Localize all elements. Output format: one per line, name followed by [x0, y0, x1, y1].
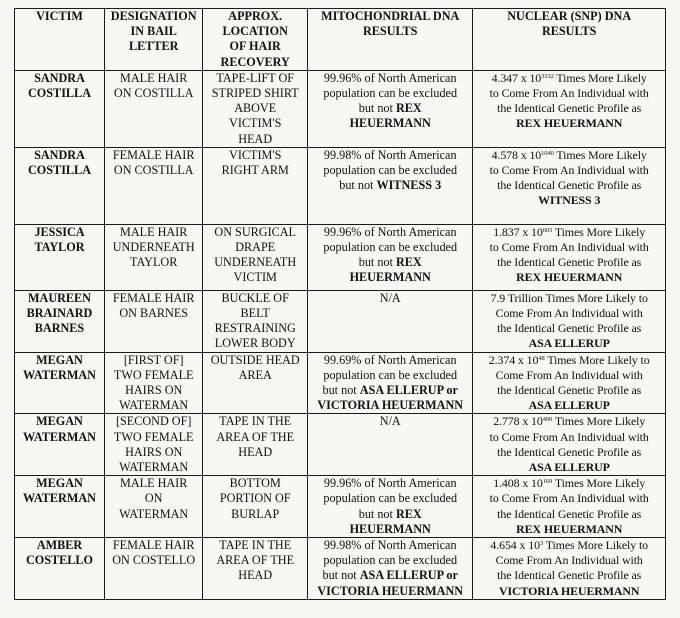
- mito-result-cell: N/A: [308, 414, 473, 476]
- table-row: [15, 538, 666, 600]
- table-row: [15, 70, 666, 147]
- nuclear-result-cell: 1.408 x $10^{169}$ Times More Likely to Come From An Individual with the Identical Genetic Profile as REX HEUERMANN: [473, 476, 666, 538]
- table-row: [15, 476, 666, 538]
- header-victim: VICTIM: [15, 9, 105, 71]
- designation-cell: MALE HAIR ON WATERMAN: [105, 476, 203, 538]
- designation-cell: FEMALE HAIR ON COSTILLA: [105, 147, 203, 224]
- table-row: [15, 147, 666, 224]
- victim-cell: MAUREEN BRAINARD BARNES: [15, 290, 105, 352]
- location-cell: ON SURGICAL DRAPE UNDERNEATH VICTIM: [203, 224, 308, 290]
- location-cell: TAPE IN THE AREA OF THE HEAD: [203, 538, 308, 600]
- table-row: [15, 290, 666, 352]
- mito-result-cell: 99.96% of North American population can be excluded but not REX HEUERMANN: [308, 476, 473, 538]
- mito-result-cell: 99.96% of North American population can be excluded but not REX HEUERMANN: [308, 70, 473, 147]
- nuclear-result-cell: 2.374 x $10^{48}$ Times More Likely to Come From An Individual with the Identical Genetic Profile as ASA ELLERUP: [473, 352, 666, 414]
- location-cell: VICTIM'S RIGHT ARM: [203, 147, 308, 224]
- victim-cell: SANDRA COSTILLA: [15, 70, 105, 147]
- nuclear-result-cell: 2.778 x $10^{490}$ Times More Likely to Come From An Individual with the Identical Genetic Profile as ASA ELLERUP: [473, 414, 666, 476]
- nuclear-result-cell: 4.347 x $10^{3332}$ Times More Likely to Come From An Individual with the Identical Genetic Profile as REX HEUERMANN: [473, 70, 666, 147]
- designation-cell: FEMALE HAIR ON COSTELLO: [105, 538, 203, 600]
- header-mitochondrial: MITOCHONDRIAL DNA RESULTS: [308, 9, 473, 71]
- mito-result-cell: 99.98% of North American population can be excluded but not WITNESS 3: [308, 147, 473, 224]
- dna-evidence-table: [14, 8, 666, 600]
- designation-cell: [SECOND OF] TWO FEMALE HAIRS ON WATERMAN: [105, 414, 203, 476]
- victim-cell: MEGAN WATERMAN: [15, 352, 105, 414]
- nuclear-result-cell: 7.9 Trillion Times More Likely to Come From An Individual with the Identical Genetic Profile as ASA ELLERUP: [473, 290, 666, 352]
- nuclear-result-cell: 4.578 x $10^{1040}$ Times More Likely to Come From An Individual with the Identical Genetic Profile as WITNESS 3: [473, 147, 666, 224]
- designation-cell: [FIRST OF] TWO FEMALE HAIRS ON WATERMAN: [105, 352, 203, 414]
- location-cell: TAPE IN THE AREA OF THE HEAD: [203, 414, 308, 476]
- victim-cell: SANDRA COSTILLA: [15, 147, 105, 224]
- table-row: [15, 352, 666, 414]
- mito-result-cell: 99.98% of North American population can be excluded but not ASA ELLERUP or VICTORIA HEUERMANN: [308, 538, 473, 600]
- designation-cell: MALE HAIR UNDERNEATH TAYLOR: [105, 224, 203, 290]
- location-cell: OUTSIDE HEAD AREA: [203, 352, 308, 414]
- table-row: [15, 224, 666, 290]
- table-header-row: [15, 9, 666, 71]
- victim-cell: AMBER COSTELLO: [15, 538, 105, 600]
- location-cell: BOTTOM PORTION OF BURLAP: [203, 476, 308, 538]
- mito-result-cell: 99.69% of North American population can be excluded but not ASA ELLERUP or VICTORIA HEUERMANN: [308, 352, 473, 414]
- nuclear-result-cell: 4.654 x $10^3$ Times More Likely to Come From An Individual with the Identical Genetic Profile as VICTORIA HEUERMANN: [473, 538, 666, 600]
- table-row: [15, 414, 666, 476]
- nuclear-result-cell: 1.837 x $10^{603}$ Times More Likely to Come From An Individual with the Identical Genetic Profile as REX HEUERMANN: [473, 224, 666, 290]
- header-location: APPROX. LOCATION OF HAIR RECOVERY: [203, 9, 308, 71]
- location-cell: BUCKLE OF BELT RESTRAINING LOWER BODY: [203, 290, 308, 352]
- mito-result-cell: N/A: [308, 290, 473, 352]
- designation-cell: MALE HAIR ON COSTILLA: [105, 70, 203, 147]
- victim-cell: JESSICA TAYLOR: [15, 224, 105, 290]
- victim-cell: MEGAN WATERMAN: [15, 414, 105, 476]
- designation-cell: FEMALE HAIR ON BARNES: [105, 290, 203, 352]
- victim-cell: MEGAN WATERMAN: [15, 476, 105, 538]
- header-nuclear: NUCLEAR (SNP) DNA RESULTS: [473, 9, 666, 71]
- mito-result-cell: 99.96% of North American population can be excluded but not REX HEUERMANN: [308, 224, 473, 290]
- header-designation: DESIGNATION IN BAIL LETTER: [105, 9, 203, 71]
- location-cell: TAPE-LIFT OF STRIPED SHIRT ABOVE VICTIM'S HEAD: [203, 70, 308, 147]
